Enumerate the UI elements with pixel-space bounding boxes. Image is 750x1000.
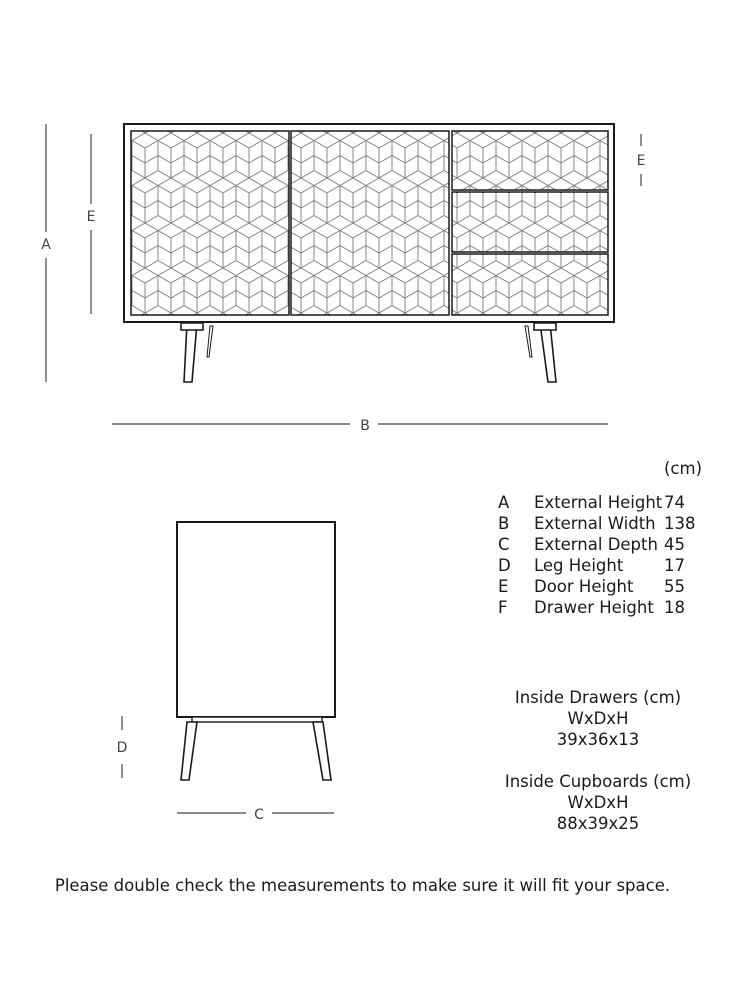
spec-row [498, 534, 704, 555]
spec-value: 138 [664, 514, 696, 533]
units-label: (cm) [664, 459, 703, 478]
inside-cupboards-dims: 88x39x25 [556, 814, 640, 833]
dim-label-a: A [41, 237, 51, 253]
side-dimension-lines [122, 716, 334, 813]
spec-row [498, 555, 704, 576]
dim-label-b: B [360, 418, 370, 434]
inside-cupboards-format: WxDxH [567, 793, 629, 812]
side-base [192, 717, 322, 722]
dim-label-c: C [254, 807, 264, 823]
spec-name: Drawer Height [534, 598, 654, 617]
door-right [291, 131, 449, 315]
inside-drawers [468, 687, 728, 750]
front-legs [181, 323, 556, 382]
spec-letter: D [498, 556, 511, 575]
spec-value: 45 [664, 535, 685, 554]
spec-name: Door Height [534, 577, 634, 596]
spec-value: 17 [664, 556, 685, 575]
spec-letter: F [498, 598, 508, 617]
spec-letter: E [498, 577, 509, 596]
front-view [124, 124, 614, 382]
inside-cupboards-title: Inside Cupboards (cm) [504, 772, 692, 791]
fit-note: Please double check the measurements to make sure it will fit your space. [54, 876, 671, 895]
spec-name: Leg Height [534, 556, 624, 575]
spec-row [498, 492, 704, 513]
spec-row [498, 513, 704, 534]
spec-letter: B [498, 514, 510, 533]
dim-label-d: D [116, 740, 128, 756]
spec-name: External Height [534, 493, 663, 512]
spec-row [498, 597, 704, 618]
spec-table [498, 492, 704, 618]
inside-drawers-title: Inside Drawers (cm) [514, 688, 682, 707]
drawer-middle [452, 192, 608, 252]
side-legs [181, 722, 331, 780]
spec-value: 55 [664, 577, 685, 596]
drawer-top [452, 131, 608, 190]
dim-label-e-left: E [86, 209, 96, 225]
spec-letter: C [498, 535, 510, 554]
dim-label-e-right: E [636, 153, 646, 169]
door-left [131, 131, 289, 315]
spec-value: 18 [664, 598, 685, 617]
drawer-bottom [452, 254, 608, 315]
inside-drawers-dims: 39x36x13 [556, 730, 640, 749]
spec-name: External Width [534, 514, 656, 533]
spec-value: 74 [664, 493, 685, 512]
spec-name: External Depth [534, 535, 658, 554]
spec-letter: A [498, 493, 510, 512]
inside-drawers-format: WxDxH [567, 709, 629, 728]
side-body [177, 522, 335, 717]
side-view [177, 522, 335, 780]
spec-row [498, 576, 704, 597]
inside-cupboards [468, 771, 728, 834]
